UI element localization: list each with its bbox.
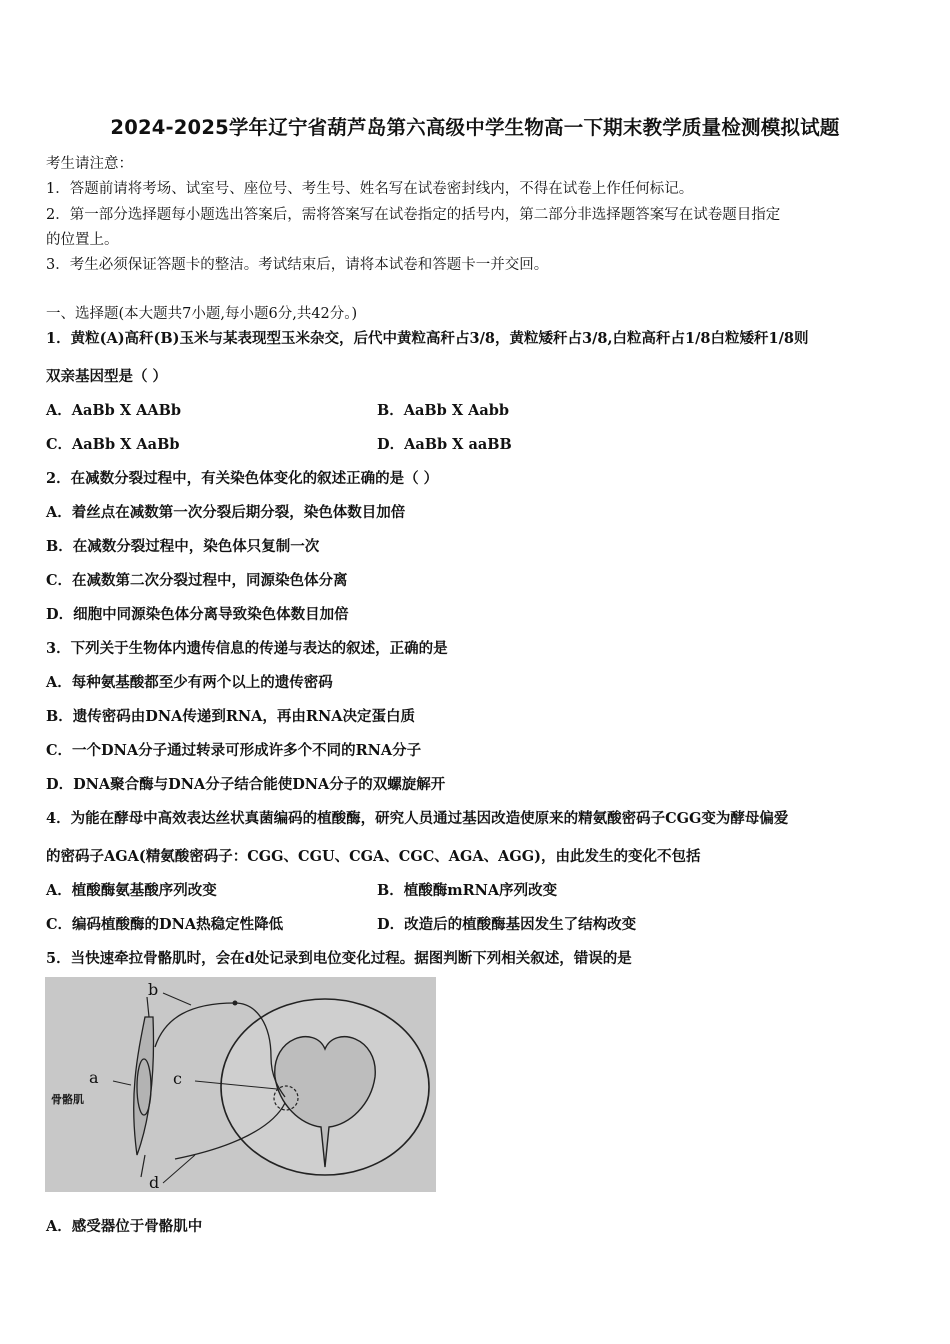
q2-option-a: A．着丝点在减数第一次分裂后期分裂，染色体数目加倍 [46, 504, 406, 521]
q2-option-b: B．在减数分裂过程中，染色体只复制一次 [46, 538, 320, 555]
q1-option-d: D．AaBb X aaBB [377, 436, 512, 453]
notice-item: 2．第一部分选择题每小题选出答案后，需将答案写在试卷指定的括号内，第二部分非选择题答案写在试卷题目指定 [46, 207, 781, 223]
q4-stem-cont: 的密码子AGA(精氨酸密码子：CGG、CGU、CGA、CGC、AGA、AGG)，由此发生的变化不包括 [46, 848, 701, 865]
q1-option-a: A．AaBb X AABb [46, 402, 182, 419]
q4-option-a: A．植酸酶氨基酸序列改变 [46, 882, 217, 899]
q3-stem: 3．下列关于生物体内遗传信息的传递与表达的叙述，正确的是 [46, 640, 448, 657]
q3-option-d: D．DNA聚合酶与DNA分子结合能使DNA分子的双螺旋解开 [46, 776, 446, 793]
q5-option-a: A．感受器位于骨骼肌中 [46, 1218, 203, 1235]
q1-option-b: B．AaBb X Aabb [377, 402, 510, 419]
q4-stem: 4．为能在酵母中高效表达丝状真菌编码的植酸酶，研究人员通过基因改造使原来的精氨酸密码子CGG变为酵母偏爱 [46, 810, 789, 827]
q4-option-b: B．植酸酶mRNA序列改变 [377, 882, 558, 899]
label-d: d [149, 1173, 160, 1192]
notice-heading: 考生请注意： [46, 156, 133, 172]
q2-option-c: C．在减数第二次分裂过程中，同源染色体分离 [46, 572, 348, 589]
q1-option-c: C．AaBb X AaBb [46, 436, 180, 453]
q3-option-a: A．每种氨基酸都至少有两个以上的遗传密码 [46, 674, 333, 691]
label-a: a [89, 1068, 99, 1087]
page-title: 2024-2025学年辽宁省葫芦岛第六高级中学生物高一下期末教学质量检测模拟试题 [110, 116, 840, 139]
label-c: c [173, 1069, 182, 1088]
notice-item: 1．答题前请将考场、试室号、座位号、考生号、姓名写在试卷密封线内，不得在试卷上作任何标记。 [46, 181, 694, 197]
reflex-arc-diagram [45, 977, 436, 1192]
q1-stem-cont: 双亲基因型是（ ） [46, 368, 168, 385]
label-muscle: 骨骼肌 [51, 1093, 84, 1106]
q4-option-c: C．编码植酸酶的DNA热稳定性降低 [46, 916, 284, 933]
q4-option-d: D．改造后的植酸酶基因发生了结构改变 [377, 916, 637, 933]
label-b: b [148, 980, 159, 999]
q2-option-d: D．细胞中同源染色体分离导致染色体数目加倍 [46, 606, 349, 623]
q3-option-b: B．遗传密码由DNA传递到RNA，再由RNA决定蛋白质 [46, 708, 415, 725]
section-heading: 一、选择题(本大题共7小题,每小题6分,共42分。) [46, 306, 358, 322]
ganglion-dot [233, 1001, 238, 1006]
q3-option-c: C．一个DNA分子通过转录可形成许多个不同的RNA分子 [46, 742, 422, 759]
q5-stem: 5．当快速牵拉骨骼肌时，会在d处记录到电位变化过程。据图判断下列相关叙述，错误的是 [46, 950, 632, 967]
reflex-arc-figure [45, 977, 436, 1192]
q2-stem: 2．在减数分裂过程中，有关染色体变化的叙述正确的是（ ） [46, 470, 439, 487]
q1-stem: 1．黄粒(A)高秆(B)玉米与某表现型玉米杂交，后代中黄粒高秆占3/8，黄粒矮秆占3/8,白粒高秆占1/8白粒矮秆1/8则 [46, 330, 809, 347]
notice-item: 的位置上。 [46, 232, 119, 248]
notice-item: 3．考生必须保证答题卡的整洁。考试结束后，请将本试卷和答题卡一并交回。 [46, 257, 549, 273]
